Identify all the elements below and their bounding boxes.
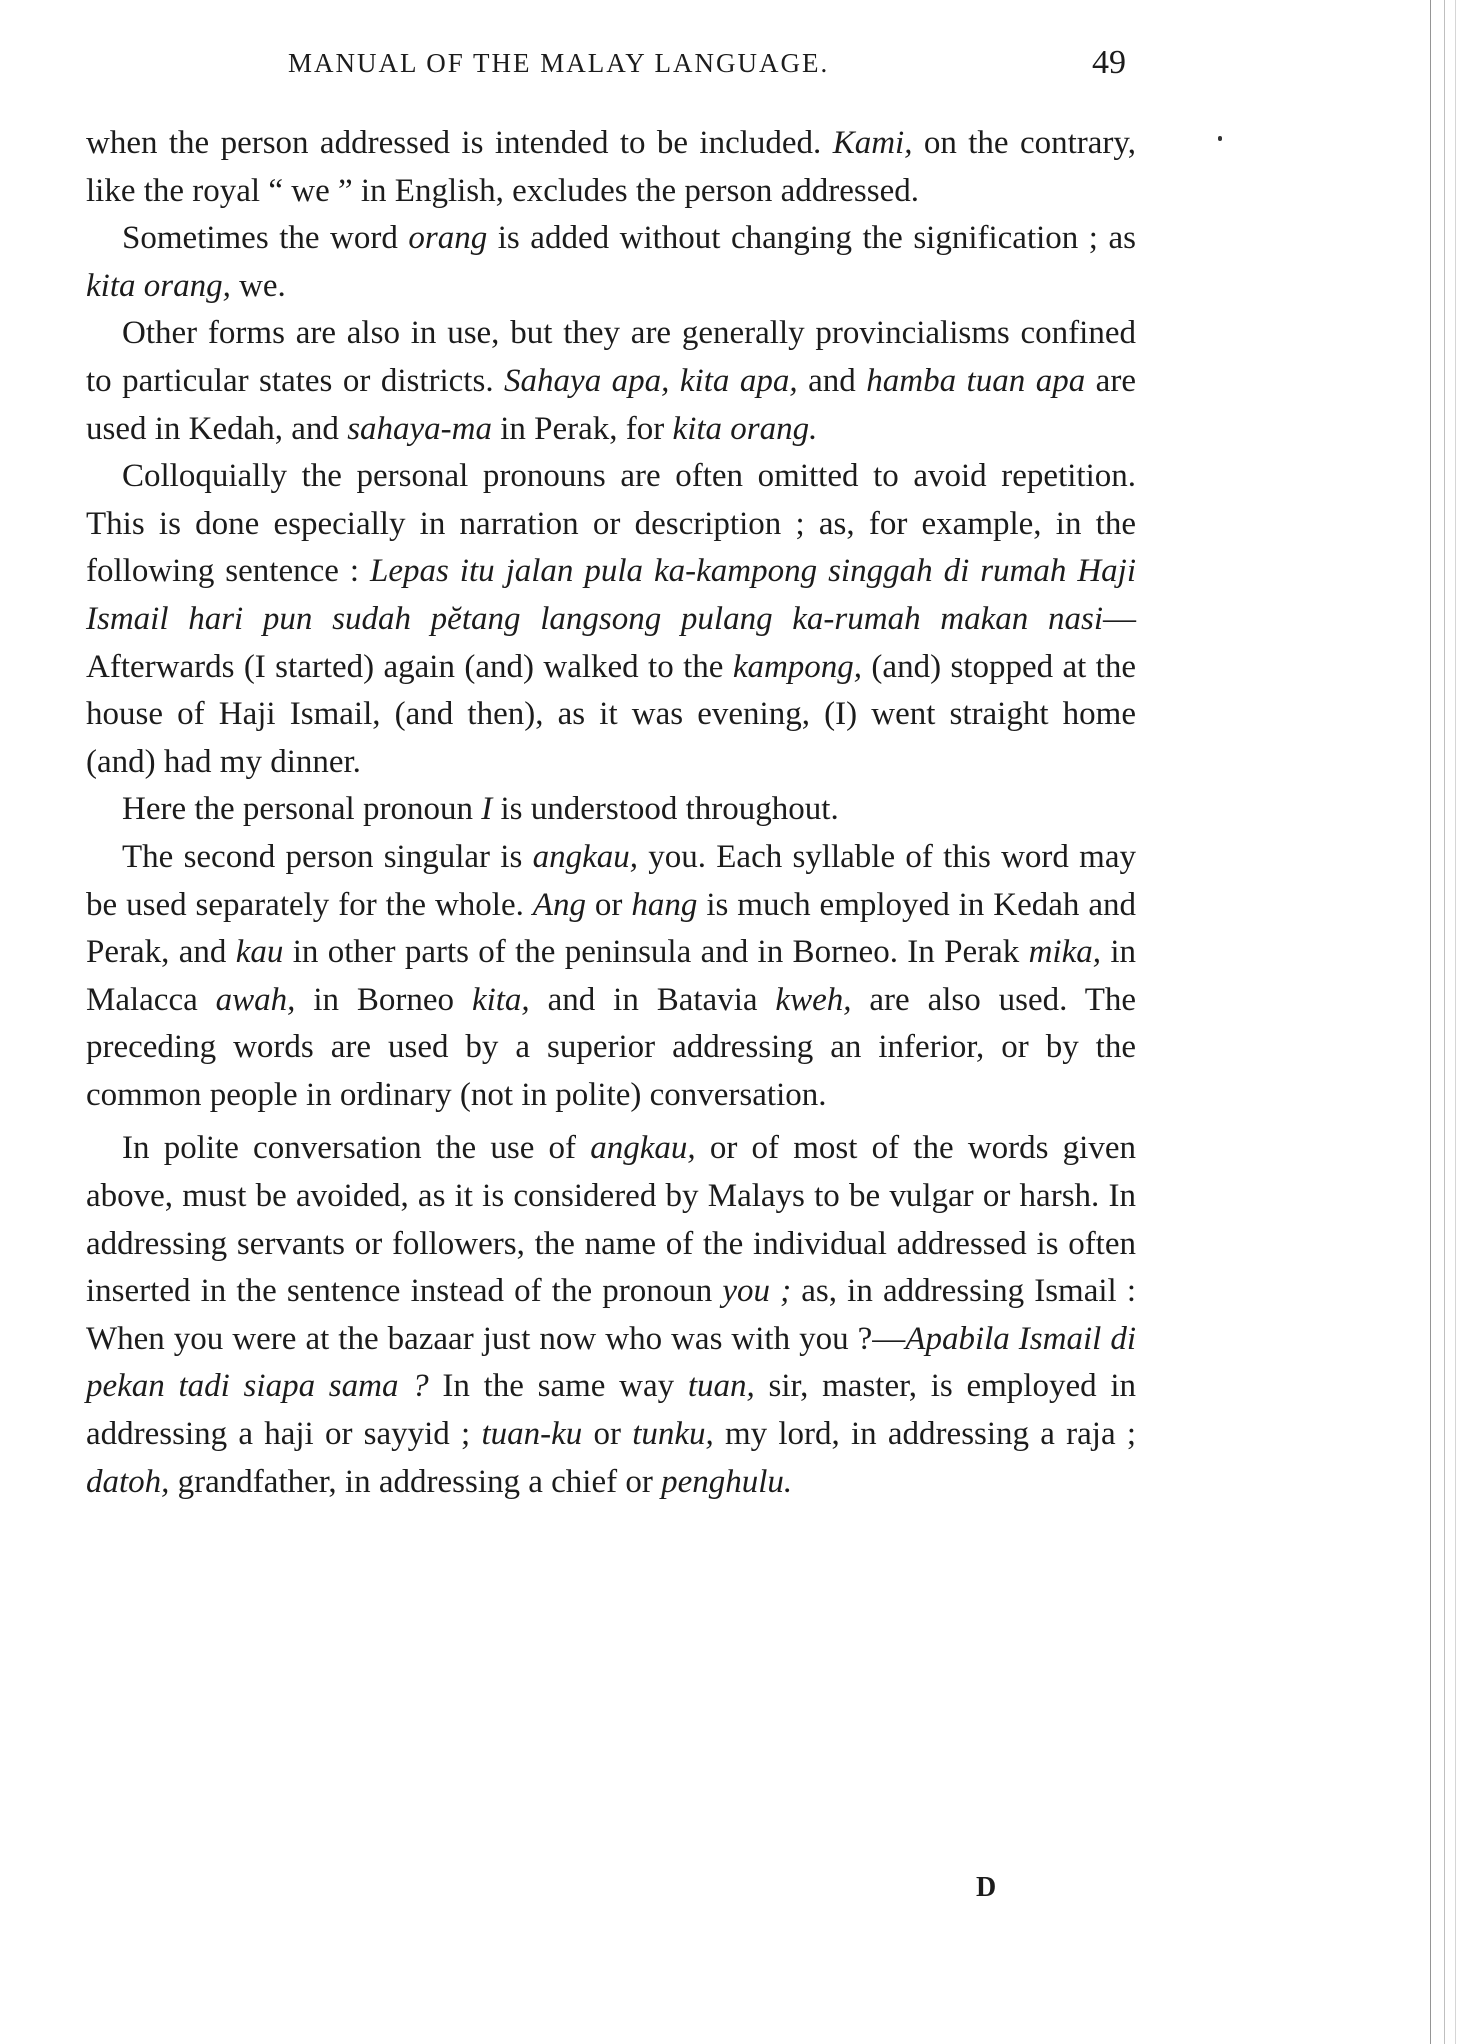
text-run: In polite conversation the use of <box>122 1130 591 1167</box>
text-run: when the person addressed is intended to be included. <box>86 125 833 161</box>
signature-mark: D <box>976 1872 997 1903</box>
paragraph <box>86 120 1136 215</box>
italic-term: you ; <box>722 1273 792 1310</box>
italic-term: Kami, <box>832 125 913 161</box>
text-run: Sometimes the word <box>122 220 409 257</box>
text-run: is much employed in Kedah and Perak, and <box>86 886 1136 971</box>
text-run: Other forms are also in use, but they are generally provincialisms confined to particular states or districts. <box>86 315 1136 399</box>
running-head: MANUAL OF THE MALAY LANGUAGE. <box>288 48 830 78</box>
paragraph <box>86 786 1136 834</box>
italic-term: tuan-ku <box>481 1416 583 1453</box>
text-run: in other parts of the peninsula and in Borneo. In Perak <box>283 934 1029 971</box>
text-run: in Borneo <box>295 981 472 1018</box>
italic-term: tunku, <box>632 1416 714 1453</box>
italic-term: awah, <box>215 981 296 1018</box>
italic-term: angkau, <box>532 838 638 875</box>
italic-term: Sahaya apa, kita apa, <box>504 362 798 399</box>
italic-term: I <box>481 791 493 828</box>
body-text <box>86 120 1136 1506</box>
italic-term: orang <box>408 220 488 257</box>
italic-term: datoh, <box>86 1463 170 1500</box>
page-number: 49 <box>1092 44 1126 81</box>
text-run: are used in Kedah, and <box>86 362 1136 447</box>
italic-term: sahaya-ma <box>347 410 492 447</box>
italic-term: kampong, <box>732 648 863 685</box>
italic-term: kita orang, <box>86 267 231 304</box>
italic-term: hang <box>631 886 698 923</box>
text-run: in Malacca <box>86 934 1136 1018</box>
text-run: —Afterwards (I started) again (and) walked to the <box>86 600 1136 685</box>
text-run: as, in addressing Ismail : When you were at the bazaar just now who was with you ?— <box>86 1273 1137 1357</box>
text-run: and in Batavia <box>529 981 776 1018</box>
text-run: or <box>585 886 632 923</box>
paragraph <box>86 215 1136 310</box>
text-run: you. Each syllable of this word may be used separately for the whole. <box>86 838 1136 923</box>
italic-term: angkau, <box>590 1130 696 1167</box>
paragraph <box>86 1125 1136 1506</box>
paragraph <box>86 453 1136 786</box>
italic-term: Apabila Ismail di pekan tadi siapa sama ? <box>86 1320 1136 1405</box>
italic-term: tuan, <box>687 1368 755 1405</box>
italic-term: kita orang. <box>672 410 818 447</box>
text-run: are also used. The preceding words are used by a superior addressing an inferior, or by the common people in ordinary (not in polite) conversation. <box>86 981 1136 1113</box>
italic-term: Lepas itu jalan pula ka-kampong singgah di rumah Haji Ismail hari pun sudah pĕtang langsong pulang ka-rumah makan nasi <box>86 553 1136 637</box>
text-run: grandfather, in addressing a chief or <box>169 1463 662 1500</box>
text-run: on the contrary, like the royal “ we ” in English, excludes the person addressed. <box>86 125 1136 209</box>
page-edge-line <box>1455 0 1456 2044</box>
text-run: or of most of the words given above, must be avoided, as it is considered by Malays to be vulgar or harsh. In addressing servants or followers, the name of the individual addressed is often inserted in the sentence instead of the pronoun <box>86 1130 1136 1310</box>
italic-term: kau <box>235 934 284 971</box>
text-run: in Perak, for <box>492 410 673 447</box>
text-run: (and) stopped at the house of Haji Ismail, (and then), as it was evening, (I) went straight home (and) had my dinner. <box>86 648 1136 780</box>
paragraph <box>86 310 1136 453</box>
text-run: Here the personal pronoun <box>122 791 482 828</box>
text-run: my lord, in addressing a raja ; <box>713 1416 1136 1453</box>
italic-term: kita, <box>471 981 530 1018</box>
italic-term: mika, <box>1028 934 1101 971</box>
text-run: sir, master, is employed in addressing a haji or sayyid ; <box>86 1368 1136 1453</box>
text-run: or <box>582 1416 633 1453</box>
text-run: we. <box>230 267 286 304</box>
paragraph <box>86 834 1136 1120</box>
text-run: Colloquially the personal pronouns are often omitted to avoid repetition. This is done especially in narration or description ; as, for example, in the following sentence : <box>86 458 1136 590</box>
italic-term: Ang <box>532 886 586 923</box>
italic-term: hamba tuan apa <box>866 362 1086 399</box>
text-run: The second person singular is <box>122 838 533 875</box>
text-run: is understood throughout. <box>492 791 839 828</box>
text-run: is added without changing the signification ; as <box>487 220 1136 257</box>
page-edge-line <box>1444 0 1445 2044</box>
page-edge-line <box>1430 0 1431 2044</box>
stray-dot-mark <box>1218 136 1222 141</box>
italic-term: penghulu. <box>661 1463 793 1500</box>
text-run: In the same way <box>428 1368 688 1405</box>
text-run: and <box>797 362 867 399</box>
italic-term: kweh, <box>775 981 852 1018</box>
